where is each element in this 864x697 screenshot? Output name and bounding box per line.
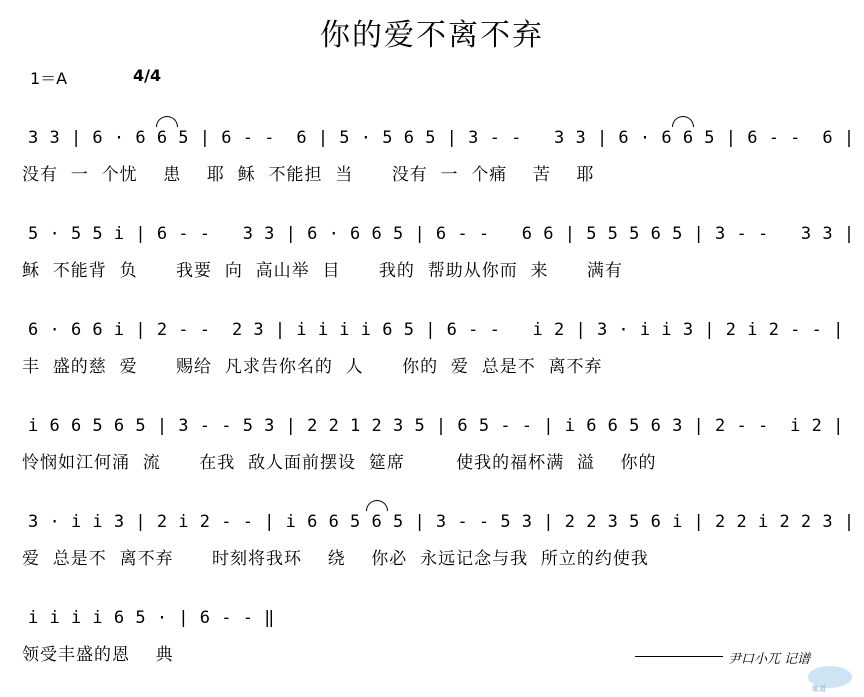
time-signature: 4/4 bbox=[133, 66, 162, 85]
lyrics-line-1: 没有 一 个忧 患 耶 稣 不能担 当 没有 一 个痛 苦 耶 bbox=[22, 165, 595, 185]
song-title: 你的爱不离不弃 bbox=[320, 18, 544, 53]
tie-mark bbox=[366, 500, 388, 511]
notation-line-6: i i i i 6 5 · | 6 - - ‖ bbox=[28, 608, 275, 628]
signature-rule bbox=[635, 656, 723, 657]
lyrics-line-3: 丰 盛的慈 爱 赐给 凡求告你名的 人 你的 爱 总是不 离不弃 bbox=[22, 357, 603, 377]
transcriber-signature: 尹口小兀 记谱 bbox=[728, 652, 811, 667]
lyrics-line-5: 爱 总是不 离不弃 时刻将我环 绕 你必 永远记念与我 所立的约使我 bbox=[22, 549, 649, 569]
tie-mark bbox=[672, 116, 694, 127]
lyrics-line-2: 稣 不能背 负 我要 向 高山举 目 我的 帮助从你而 来 满有 bbox=[22, 261, 623, 281]
tie-mark bbox=[156, 116, 178, 127]
notation-line-1: 3 3 | 6 · 6 6 5 | 6 - - 6 | 5 · 5 6 5 | 3 - - 3 3 | 6 · 6 6 5 | 6 - - 6 | bbox=[28, 128, 855, 148]
notation-line-3: 6 · 6 6 i | 2 - - 2 3 | i i i i 6 5 | 6 - - i 2 | 3 · i i 3 | 2 i 2 - - | bbox=[28, 320, 844, 340]
notation-line-4: i 6 6 5 6 5 | 3 - - 5 3 | 2 2 1 2 3 5 | 6 5 - - | i 6 6 5 6 3 | 2 - - i 2 | bbox=[28, 416, 844, 436]
notation-line-2: 5 · 5 5 i | 6 - - 3 3 | 6 · 6 6 5 | 6 - - 6 6 | 5 5 5 6 5 | 3 - - 3 3 | bbox=[28, 224, 855, 244]
lyrics-line-4: 怜悯如江何涌 流 在我 敌人面前摆设 筵席 使我的福杯满 溢 你的 bbox=[22, 453, 657, 473]
lyrics-line-6: 领受丰盛的恩 典 bbox=[22, 645, 174, 665]
notation-line-5: 3 · i i 3 | 2 i 2 - - | i 6 6 5 6 5 | 3 - - 5 3 | 2 2 3 5 6 i | 2 2 i 2 2 3 | bbox=[28, 512, 855, 532]
key-signature: 1＝A bbox=[30, 69, 68, 88]
watermark-text: 歌谱 bbox=[812, 685, 826, 693]
